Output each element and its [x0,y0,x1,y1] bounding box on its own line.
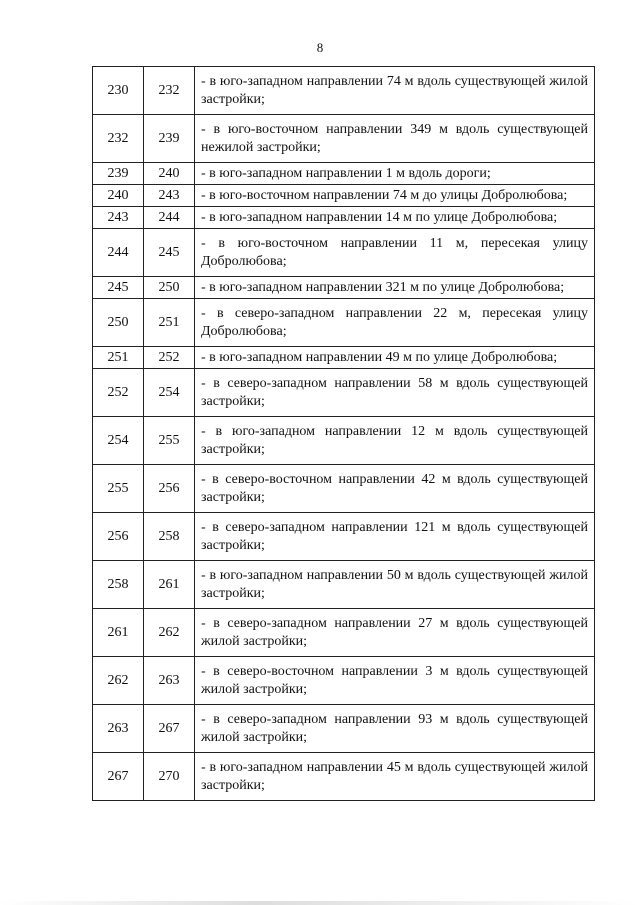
segment-description: - в юго-восточном направлении 74 м до улицы Добролюбова; [195,185,595,207]
segment-description: - в юго-восточном направлении 349 м вдоль существующей нежилой застройки; [195,115,595,163]
point-from: 261 [93,609,144,657]
point-from: 258 [93,561,144,609]
table-row [93,417,595,465]
point-to: 252 [144,347,195,369]
point-from: 252 [93,369,144,417]
page-number: 8 [316,40,324,55]
segment-description: - в северо-западном направлении 22 м, пересекая улицу Добролюбова; [195,299,595,347]
segment-description: - в северо-западном направлении 121 м вдоль существующей застройки; [195,513,595,561]
point-from: 251 [93,347,144,369]
point-to: 255 [144,417,195,465]
point-to: 261 [144,561,195,609]
segment-description: - в северо-восточном направлении 3 м вдоль существующей жилой застройки; [195,657,595,705]
segment-description: - в северо-западном направлении 27 м вдоль существующей жилой застройки; [195,609,595,657]
table-row [93,561,595,609]
point-from: 243 [93,207,144,229]
scan-edge-line [0,901,640,905]
table-row [93,705,595,753]
point-to: 240 [144,163,195,185]
point-to: 262 [144,609,195,657]
segment-description: - в юго-западном направлении 321 м по улице Добролюбова; [195,277,595,299]
point-to: 232 [144,67,195,115]
point-from: 254 [93,417,144,465]
boundary-table [92,66,595,801]
point-from: 262 [93,657,144,705]
point-to: 243 [144,185,195,207]
point-to: 267 [144,705,195,753]
segment-description: - в юго-западном направлении 49 м по улице Добролюбова; [195,347,595,369]
point-from: 230 [93,67,144,115]
point-from: 244 [93,229,144,277]
segment-description: - в северо-западном направлении 93 м вдоль существующей жилой застройки; [195,705,595,753]
segment-description: - в юго-западном направлении 1 м вдоль дороги; [195,163,595,185]
point-from: 263 [93,705,144,753]
segment-description: - в юго-западном направлении 12 м вдоль существующей застройки; [195,417,595,465]
table-row [93,229,595,277]
point-to: 254 [144,369,195,417]
point-from: 256 [93,513,144,561]
table-row [93,299,595,347]
point-to: 256 [144,465,195,513]
table-row [93,513,595,561]
table-row [93,753,595,801]
point-from: 245 [93,277,144,299]
point-from: 267 [93,753,144,801]
point-to: 270 [144,753,195,801]
table-row [93,67,595,115]
segment-description: - в юго-западном направлении 45 м вдоль существующей жилой застройки; [195,753,595,801]
table-row [93,115,595,163]
point-to: 245 [144,229,195,277]
point-from: 240 [93,185,144,207]
table-row [93,277,595,299]
table-row [93,369,595,417]
point-to: 263 [144,657,195,705]
table-row [93,163,595,185]
point-from: 239 [93,163,144,185]
segment-description: - в юго-западном направлении 74 м вдоль существующей жилой застройки; [195,67,595,115]
point-to: 250 [144,277,195,299]
segment-description: - в юго-восточном направлении 11 м, пересекая улицу Добролюбова; [195,229,595,277]
point-from: 232 [93,115,144,163]
point-to: 251 [144,299,195,347]
table-row [93,609,595,657]
segment-description: - в юго-западном направлении 50 м вдоль существующей жилой застройки; [195,561,595,609]
segment-description: - в юго-западном направлении 14 м по улице Добролюбова; [195,207,595,229]
point-to: 244 [144,207,195,229]
point-from: 250 [93,299,144,347]
table-row [93,465,595,513]
table-row [93,657,595,705]
table-row [93,185,595,207]
segment-description: - в северо-восточном направлении 42 м вдоль существующей застройки; [195,465,595,513]
point-to: 239 [144,115,195,163]
table-row [93,347,595,369]
segment-description: - в северо-западном направлении 58 м вдоль существующей застройки; [195,369,595,417]
point-to: 258 [144,513,195,561]
point-from: 255 [93,465,144,513]
table-row [93,207,595,229]
